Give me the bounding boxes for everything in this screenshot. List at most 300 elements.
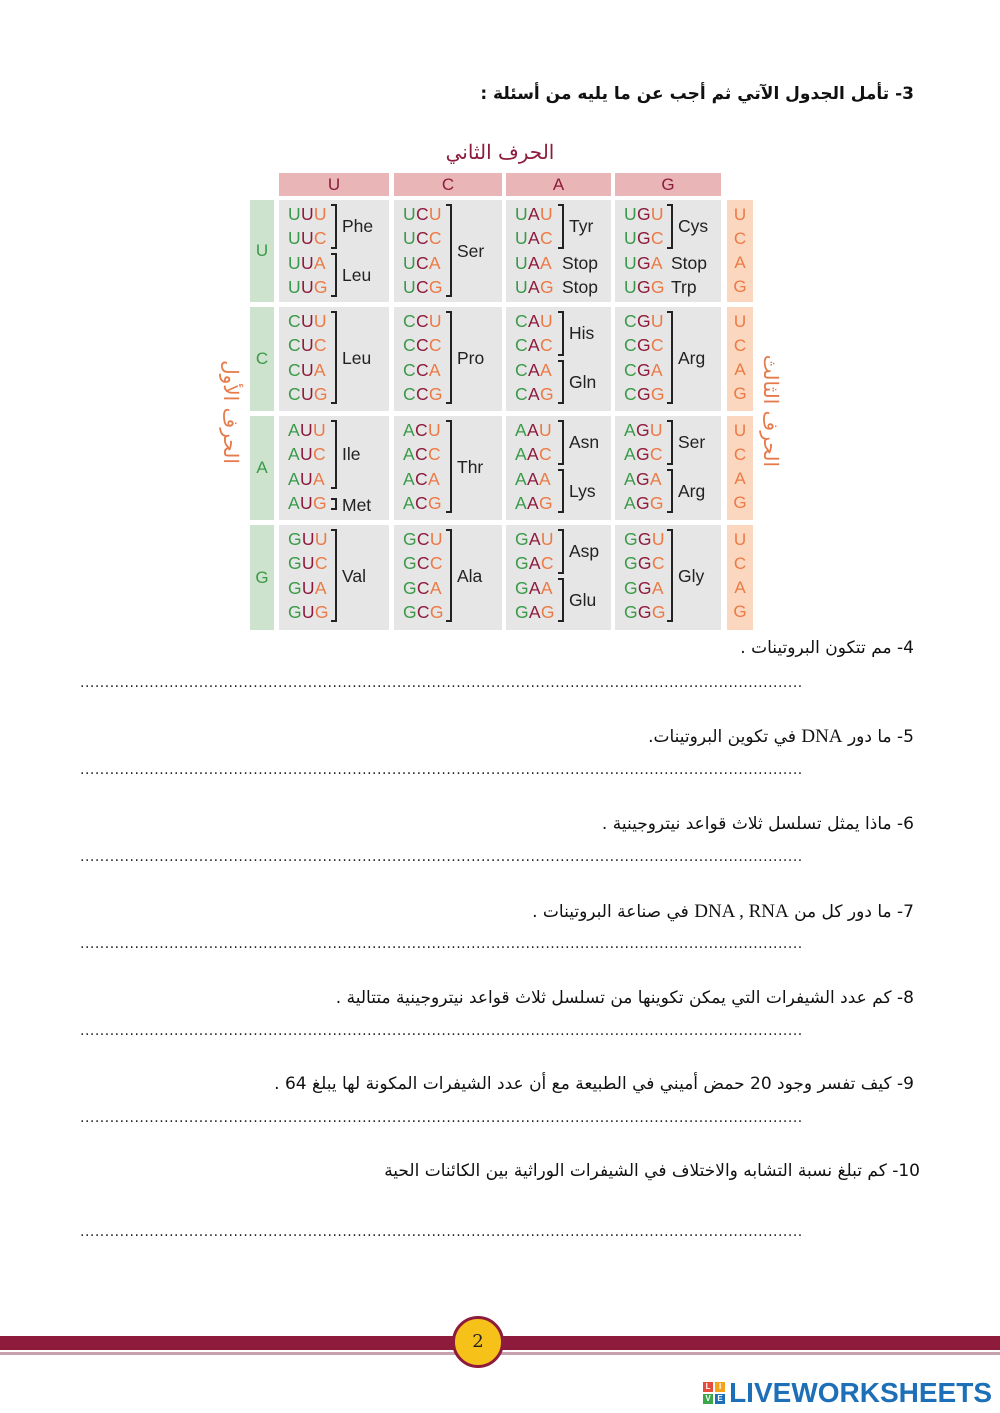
amino-acid-label: Stop (671, 252, 707, 273)
codon-base: G (515, 601, 529, 622)
third-letter: G (733, 384, 747, 403)
codon-base: A (527, 252, 540, 273)
codon-base: G (637, 553, 652, 574)
codon-base: A (403, 468, 415, 489)
bracket (667, 311, 673, 404)
codon-base: U (288, 228, 301, 249)
codon-base: C (651, 553, 665, 574)
codon (515, 382, 554, 406)
codon-base: U (428, 311, 442, 331)
codon-base: G (540, 601, 555, 622)
codon-base: U (650, 204, 664, 224)
codon-base: A (528, 601, 541, 622)
codon-cell (615, 525, 721, 630)
codon (624, 202, 664, 226)
question-4 (740, 638, 914, 658)
third-letter: G (733, 493, 747, 512)
bracket (331, 529, 337, 622)
codon-base: G (288, 577, 302, 598)
answer-line-6[interactable]: .................................................................................................................................................. (80, 850, 803, 864)
codon-base: A (528, 577, 541, 598)
codon-base: C (288, 383, 301, 404)
amino-acid-label: Ser (678, 432, 706, 453)
row-header-u: U (250, 200, 274, 302)
codon (288, 333, 327, 357)
bracket (558, 578, 564, 623)
codon-base: C (428, 228, 442, 249)
third-letter: C (733, 554, 747, 573)
codon-base: G (636, 359, 651, 380)
codon-base: A (312, 468, 325, 489)
codon-base: A (624, 492, 636, 513)
codon-base: A (538, 468, 551, 489)
codon-base: U (515, 228, 528, 249)
codon-base: G (637, 601, 652, 622)
bracket (667, 420, 673, 465)
codon-base: C (416, 529, 430, 549)
question-text: ما دور كل من (794, 902, 892, 922)
codon (288, 275, 328, 299)
codon-base: G (637, 577, 652, 598)
codon-base: U (301, 553, 315, 574)
codon-cell (279, 416, 389, 520)
codon-base: U (651, 529, 665, 549)
third-letter: G (733, 277, 747, 296)
codon (515, 600, 555, 624)
column-header-c: C (394, 173, 502, 196)
codon-base: G (428, 276, 443, 297)
answer-line-8[interactable]: .................................................................................................................................................. (80, 1024, 803, 1038)
codon-base: G (636, 335, 651, 356)
codon-base: U (300, 359, 314, 380)
codon-base: G (636, 204, 651, 224)
amino-acid-label: Stop (562, 252, 598, 273)
codon-base: G (624, 529, 638, 549)
codon (288, 442, 326, 466)
bracket (446, 420, 452, 513)
codon (515, 442, 552, 466)
codon-base: U (403, 276, 416, 297)
question-term: DNA , RNA (694, 901, 789, 922)
codon-base: G (288, 553, 302, 574)
bracket (331, 204, 337, 249)
codon-base: G (650, 276, 665, 297)
codon-base: C (415, 204, 429, 224)
codon-cell (506, 416, 611, 520)
codon-base: C (416, 553, 430, 574)
codon-base: C (288, 335, 301, 356)
codon-base: C (415, 252, 429, 273)
logo-text: LIVEWORKSHEETS (729, 1377, 992, 1408)
bracket (667, 529, 673, 622)
codon-base: G (428, 383, 443, 404)
codon-base: U (313, 204, 327, 224)
codon (288, 467, 325, 491)
codon-base: C (403, 335, 416, 356)
logo-block: E (715, 1394, 725, 1404)
codon-base: U (624, 228, 637, 249)
codon-base: A (527, 228, 540, 249)
liveworksheets-logo[interactable] (703, 1378, 992, 1408)
row-header-g: G (250, 525, 274, 630)
codon (624, 309, 664, 333)
codon-base: U (288, 276, 301, 297)
codon (403, 576, 442, 600)
amino-acid-label: Stop (562, 277, 598, 298)
codon (288, 251, 326, 275)
third-letter-column (727, 307, 753, 411)
codon-base: C (403, 359, 416, 380)
codon-base: A (515, 420, 527, 440)
codon (515, 358, 552, 382)
codon (403, 382, 443, 406)
codon (288, 600, 329, 624)
amino-acid-label: Met (342, 495, 372, 516)
codon-base: C (403, 383, 416, 404)
codon-base: U (539, 204, 553, 224)
codon-base: U (427, 420, 441, 440)
codon-base: U (649, 420, 663, 440)
codon-base: U (403, 228, 416, 249)
third-letter: U (733, 530, 747, 549)
question-text: كيف تفسر وجود 20 حمض أميني في الطبيعة مع أن عدد الشيفرات المكونة لها يبلغ 64 . (274, 1074, 892, 1094)
column-header-u: U (279, 173, 389, 196)
codon (515, 576, 553, 600)
amino-acid-label: Gln (569, 371, 597, 392)
codon-base: A (624, 468, 636, 489)
codon-base: U (624, 204, 637, 224)
codon-base: U (300, 252, 314, 273)
codon-base: A (288, 468, 300, 489)
codon (288, 491, 327, 515)
codon-base: C (314, 553, 328, 574)
codon (288, 418, 326, 442)
codon (288, 226, 327, 250)
codon-base: C (414, 444, 428, 465)
codon-base: A (403, 444, 415, 465)
codon-base: A (651, 577, 664, 598)
question-text: ماذا يمثل تسلسل ثلاث قواعد نيتروجينية . (601, 814, 892, 834)
codon (288, 358, 326, 382)
bracket (558, 360, 564, 405)
codon (515, 333, 553, 357)
codon-cell (394, 307, 502, 411)
codon-base: A (288, 492, 300, 513)
codon-base: C (313, 335, 327, 356)
answer-line-7[interactable]: .................................................................................................................................................. (80, 937, 803, 951)
amino-acid-label: Glu (569, 589, 597, 610)
codon (515, 551, 554, 575)
amino-acid-label: Leu (342, 264, 372, 285)
third-letter-column (727, 525, 753, 630)
codon-base: A (403, 492, 415, 513)
codon-base: A (624, 420, 636, 440)
codon-base: U (313, 311, 327, 331)
codon-base: C (414, 468, 428, 489)
third-letter: A (734, 469, 746, 488)
codon (403, 202, 442, 226)
codon-base: U (301, 601, 315, 622)
codon-base: C (312, 444, 326, 465)
question-number: 10- (892, 1161, 920, 1181)
codon-base: A (429, 577, 442, 598)
codon (624, 382, 665, 406)
codon-base: C (539, 335, 553, 356)
codon-base: U (300, 311, 314, 331)
codon-base: U (300, 335, 314, 356)
codon-base: G (624, 601, 638, 622)
bracket (331, 498, 337, 510)
third-letter: A (734, 578, 746, 597)
codon (515, 251, 552, 275)
bracket (667, 469, 673, 514)
codon-base: A (526, 468, 539, 489)
amino-acid-label: Leu (342, 347, 372, 368)
codon-base: A (288, 420, 300, 440)
codon-base: U (429, 529, 443, 549)
codon (515, 527, 554, 551)
third-letter-label: الحرف الثالث (759, 354, 783, 467)
codon-base: U (312, 420, 326, 440)
codon-base: U (650, 311, 664, 331)
codon (624, 333, 664, 357)
question-7 (532, 901, 914, 923)
codon-base: C (415, 228, 429, 249)
amino-acid-label: Ile (342, 444, 361, 465)
codon (624, 226, 664, 250)
answer-line-9[interactable]: .................................................................................................................................................. (80, 1111, 803, 1125)
answer-line-10[interactable]: .................................................................................................................................................. (80, 1225, 803, 1239)
codon-base: U (299, 468, 313, 489)
codon (288, 527, 328, 551)
codon-base: C (515, 359, 528, 380)
codon-base: A (526, 444, 539, 465)
codon-base: C (415, 311, 429, 331)
amino-acid-label: Ser (457, 240, 485, 261)
codon-base: G (313, 383, 328, 404)
codon (624, 491, 664, 515)
row-header-c: C (250, 307, 274, 411)
codon (288, 551, 328, 575)
column-header-a: A (506, 173, 611, 196)
codon-base: U (515, 276, 528, 297)
codon-base: A (515, 444, 527, 465)
codon (624, 442, 663, 466)
logo-block: V (703, 1394, 713, 1404)
bracket (446, 204, 452, 297)
codon-base: C (624, 311, 637, 331)
codon (403, 442, 441, 466)
codon (403, 467, 440, 491)
question-text: كم عدد الشيفرات التي يمكن تكوينها من تسلسل ثلاث قواعد نيتروجينية متتالية . (335, 988, 892, 1008)
third-letter-column (727, 416, 753, 520)
codon (403, 527, 443, 551)
codon-base: G (313, 276, 328, 297)
logo-block: I (715, 1382, 725, 1392)
codon-base: U (301, 529, 315, 549)
codon-base: G (539, 383, 554, 404)
codon-base: G (288, 529, 302, 549)
codon-base: A (649, 468, 662, 489)
codon-base: U (538, 420, 552, 440)
bracket (558, 420, 564, 465)
amino-acid-label: Arg (678, 347, 706, 368)
codon-base: C (650, 335, 664, 356)
codon-base: G (538, 492, 553, 513)
amino-acid-label: Gly (678, 565, 705, 586)
answer-line-4[interactable]: .................................................................................................................................................. (80, 676, 803, 690)
codon-base: C (539, 228, 553, 249)
codon-base: G (403, 529, 417, 549)
codon-base: U (539, 311, 553, 331)
bracket (667, 204, 673, 249)
codon-base: A (313, 359, 326, 380)
question-5 (648, 726, 914, 748)
codon-base: A (526, 420, 539, 440)
bracket (446, 311, 452, 404)
third-letter: U (733, 205, 747, 224)
amino-acid-label: Ala (457, 565, 483, 586)
codon-base: U (403, 252, 416, 273)
codon-base: G (635, 468, 650, 489)
codon (515, 418, 552, 442)
bracket (331, 253, 337, 298)
codon-base: U (314, 529, 328, 549)
codon-cell (615, 416, 721, 520)
third-letter: C (733, 229, 747, 248)
codon-base: C (624, 383, 637, 404)
codon (403, 275, 443, 299)
codon-cell (615, 307, 721, 411)
codon-base: C (428, 335, 442, 356)
codon-base: C (650, 228, 664, 249)
codon-base: G (624, 577, 638, 598)
codon-base: G (636, 276, 651, 297)
codon-cell (506, 200, 611, 302)
amino-acid-label: Asn (569, 432, 600, 453)
third-letter: U (733, 312, 747, 331)
codon-base: G (515, 553, 529, 574)
bracket (558, 311, 564, 356)
codon-base: G (637, 529, 652, 549)
codon-base: C (429, 553, 443, 574)
bracket (446, 529, 452, 622)
codon-base: U (624, 276, 637, 297)
codon-base: G (515, 529, 529, 549)
codon-base: G (403, 577, 417, 598)
codon-cell (394, 416, 502, 520)
codon (403, 251, 441, 275)
codon-base: A (527, 359, 540, 380)
bracket (331, 311, 337, 404)
codon-cell (615, 200, 721, 302)
codon-base: C (415, 276, 429, 297)
codon-base: G (312, 492, 327, 513)
codon-base: A (428, 252, 441, 273)
codon-base: C (649, 444, 663, 465)
codon-base: G (624, 553, 638, 574)
answer-line-5[interactable]: .................................................................................................................................................. (80, 763, 803, 777)
codon (403, 358, 441, 382)
question-text-end: في صناعة البروتينات . (532, 902, 689, 922)
codon-base: A (515, 468, 527, 489)
codon-base: A (527, 383, 540, 404)
third-letter: A (734, 253, 746, 272)
codon-base: C (288, 311, 301, 331)
question-10 (384, 1161, 920, 1181)
codon-base: A (528, 529, 541, 549)
codon-cell (506, 525, 611, 630)
question-number: 9- (897, 1074, 914, 1094)
codon-base: A (427, 468, 440, 489)
third-letter: G (733, 602, 747, 621)
codon-base: U (301, 577, 315, 598)
codon-base: G (635, 420, 650, 440)
third-letter-column (727, 200, 753, 302)
codon-base: C (313, 228, 327, 249)
codon (288, 309, 327, 333)
codon (624, 251, 663, 275)
bracket (558, 204, 564, 249)
codon-base: U (403, 204, 416, 224)
codon-base: U (515, 204, 528, 224)
codon-base: C (414, 420, 428, 440)
amino-acid-label: Pro (457, 347, 485, 368)
codon-base: C (415, 383, 429, 404)
codon-base: C (403, 311, 416, 331)
amino-acid-label: Cys (678, 216, 709, 237)
codon-base: G (403, 553, 417, 574)
codon (624, 551, 665, 575)
codon-base: C (515, 335, 528, 356)
bracket (558, 529, 564, 574)
codon-base: A (527, 311, 540, 331)
amino-acid-label: Val (342, 565, 366, 586)
codon-base: A (527, 204, 540, 224)
worksheet-heading: 3- تأمل الجدول الآتي ثم أجب عن ما يليه من أسئلة : (480, 84, 914, 104)
amino-acid-label: Thr (457, 456, 484, 477)
page-number: 2 (452, 1316, 504, 1368)
codon-base: U (300, 204, 314, 224)
amino-acid-label: Arg (678, 480, 706, 501)
codon-base: C (416, 577, 430, 598)
codon-base: A (528, 553, 541, 574)
codon-base: A (403, 420, 415, 440)
codon (288, 576, 327, 600)
codon-base: A (539, 359, 552, 380)
codon (403, 551, 443, 575)
codon-base: U (300, 276, 314, 297)
question-9 (274, 1074, 914, 1094)
codon-cell (394, 525, 502, 630)
codon-cell (394, 200, 502, 302)
codon (515, 226, 553, 250)
question-text: مم تتكون البروتينات . (740, 638, 892, 658)
codon (515, 275, 554, 299)
codon-base: U (300, 383, 314, 404)
question-number: 7- (897, 902, 914, 922)
codon (403, 600, 444, 624)
codon-base: U (300, 228, 314, 249)
codon (288, 382, 328, 406)
codon-base: G (314, 601, 329, 622)
codon-base: G (635, 444, 650, 465)
codon-base: A (428, 359, 441, 380)
codon-base: C (415, 335, 429, 356)
codon (624, 358, 663, 382)
amino-acid-label: Lys (569, 480, 596, 501)
second-letter-label: الحرف الثاني (445, 140, 555, 164)
